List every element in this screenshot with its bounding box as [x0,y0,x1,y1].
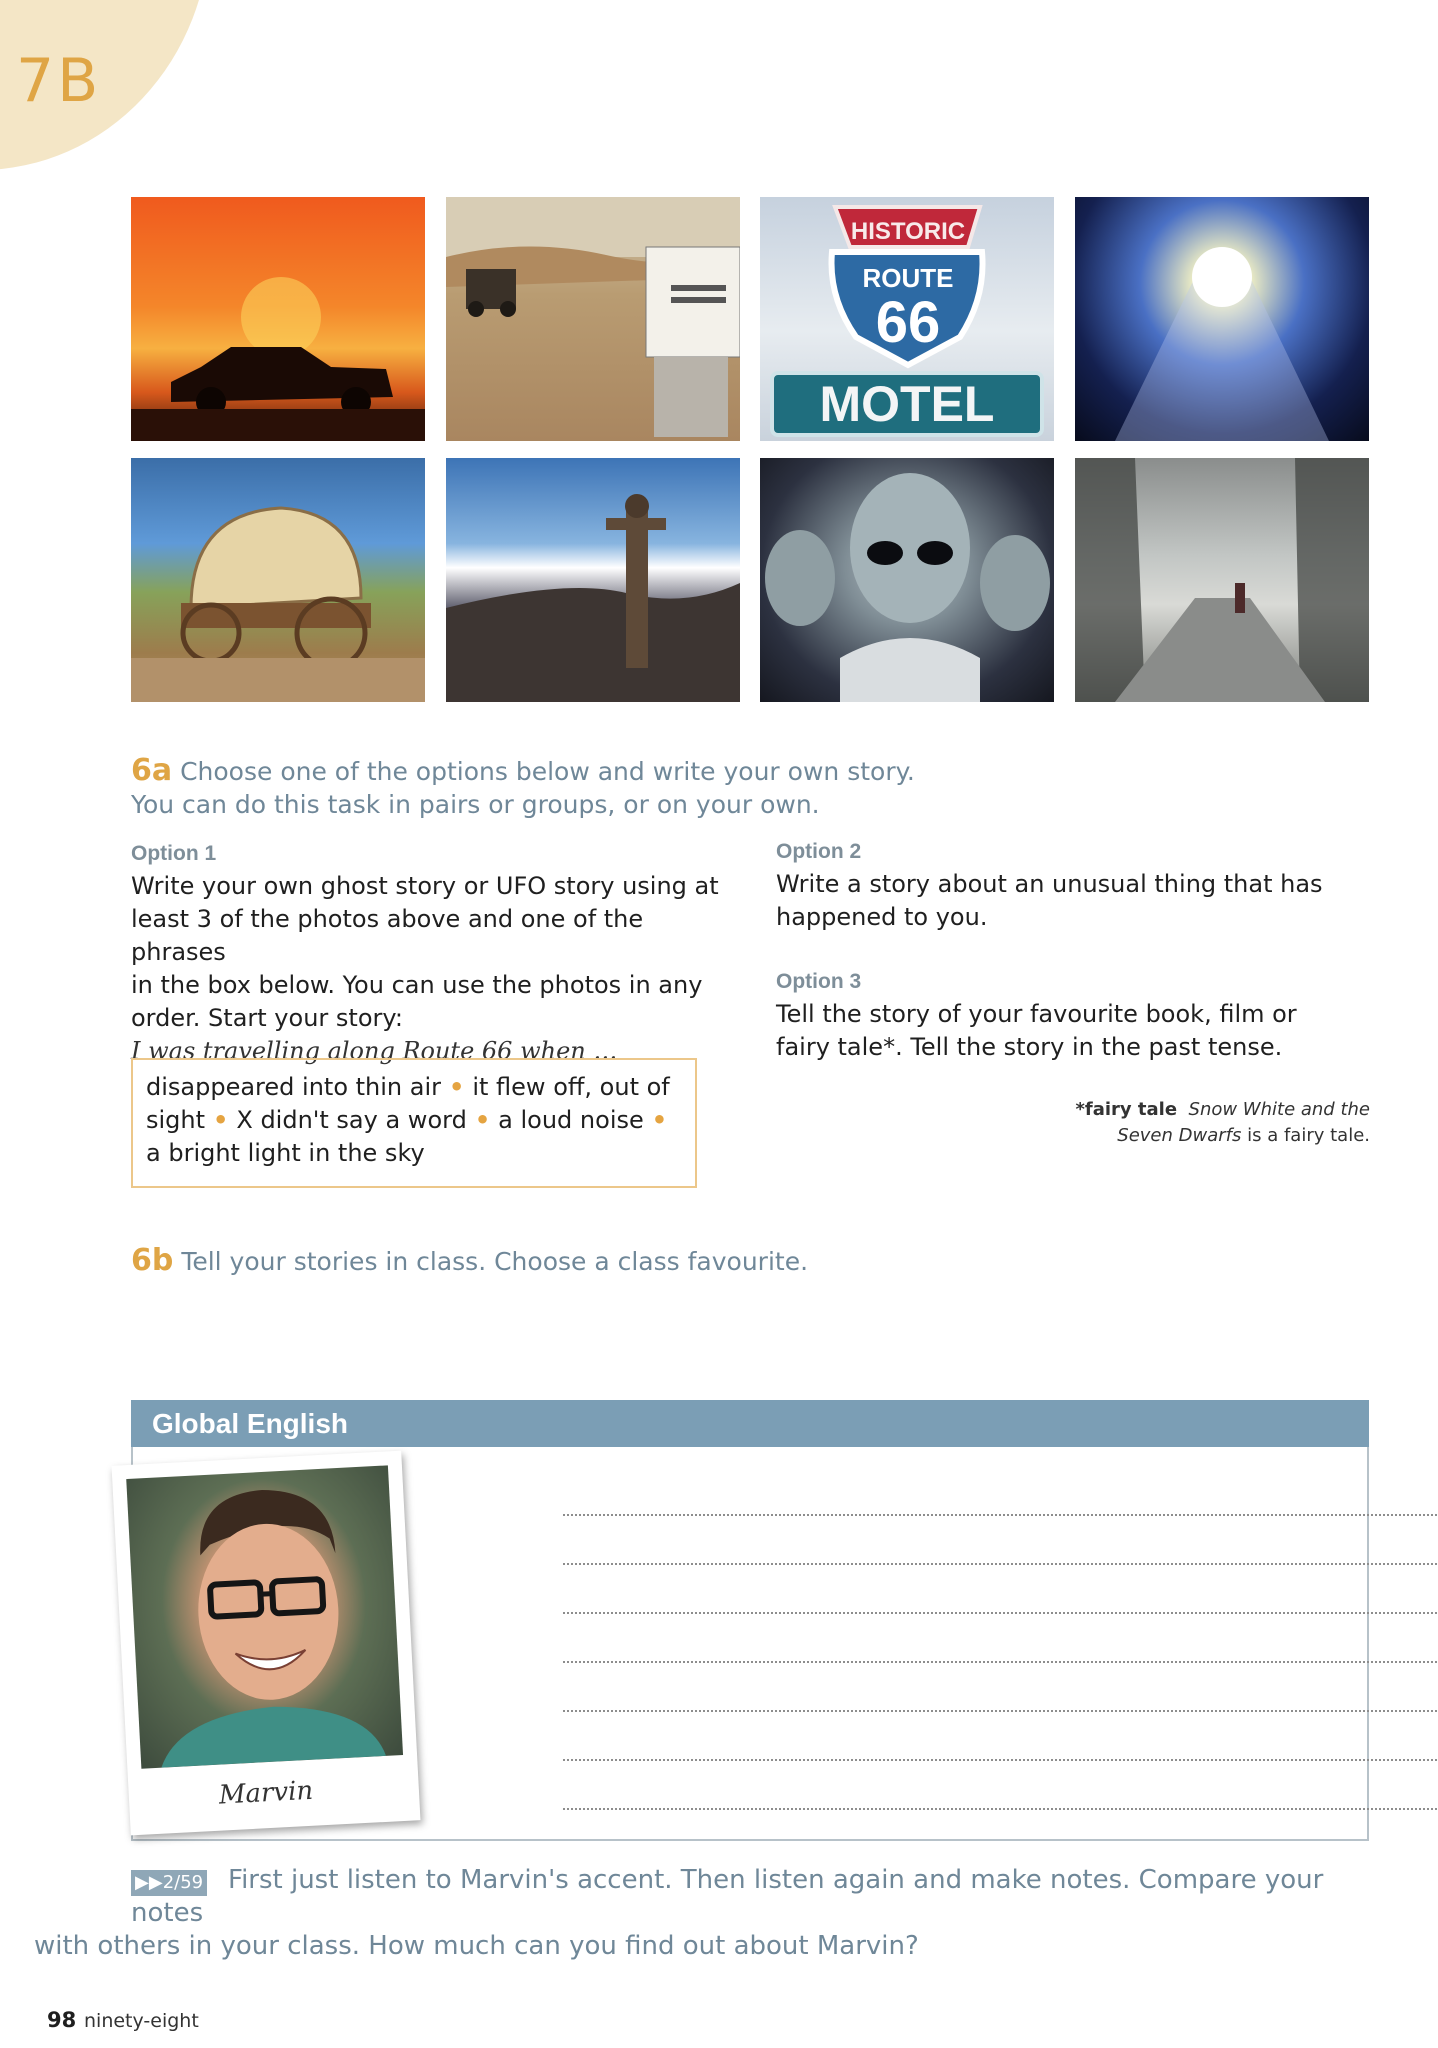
bullet-icon: • [651,1106,668,1134]
marvin-portrait [126,1465,403,1768]
task-6b [131,1244,1231,1278]
task-6a-line1: Choose one of the options below and write your own story. [180,757,915,786]
phrase: X didn't say a word [236,1106,467,1134]
sunset-car-photo [131,197,425,441]
footnote-title: Snow White and the [1188,1099,1370,1120]
footnote [900,1097,1370,1149]
story-starter: I was travelling along Route 66 when … [131,1037,618,1065]
phrase: it flew off, out of [472,1073,670,1101]
task-6b-number: 6b [131,1243,174,1278]
sign-route-text: ROUTE [862,263,954,293]
option-3-line: Tell the story of your favourite book, film or [776,1000,1297,1028]
task-6a [131,754,1231,821]
note-line [563,1710,1438,1712]
note-line [563,1612,1438,1614]
option-1-label: Option 1 [131,842,217,865]
play-icon: ▶▶ [135,1872,163,1893]
statue-desert-photo [446,458,740,702]
note-line [563,1759,1438,1761]
option-1-line: Write your own ghost story or UFO story using at [131,872,719,900]
listening-line1: First just listen to Marvin's accent. Then listen again and make notes. Compare your notes [131,1865,1324,1928]
bullet-icon: • [213,1106,229,1134]
aliens-photo [760,458,1054,702]
page-number-words: ninety-eight [84,2010,199,2032]
sign-66-text: 66 [875,290,941,355]
option-1-line: least 3 of the photos above and one of the phrases [131,905,644,966]
listening-line2: with others in your class. How much can you find out about Marvin? [34,1931,919,1961]
task-6b-text: Tell your stories in class. Choose a class favourite. [181,1247,809,1276]
note-line [563,1808,1438,1810]
option-1-text [131,870,731,1035]
page-number: 98 [47,2008,77,2032]
option-3-line: fairy tale*. Tell the story in the past tense. [776,1033,1283,1061]
task-6a-number: 6a [131,753,173,788]
bullet-icon: • [474,1106,491,1134]
option-3 [776,970,1376,1064]
bright-light-photo [1075,197,1369,441]
phrase: a bright light in the sky [146,1139,425,1167]
option-2-text [776,868,1376,934]
option-1-line: order. Start your story: [131,1004,403,1032]
footnote-text: is a fairy tale. [1247,1125,1370,1146]
footnote-title: Seven Dwarfs [1117,1125,1242,1146]
note-line [563,1563,1438,1565]
unit-label: 7B [16,46,102,116]
marvin-name: Marvin [218,1775,314,1811]
phrase: a loud noise [498,1106,644,1134]
covered-wagon-photo [131,458,425,702]
note-line [563,1514,1438,1516]
bullet-icon: • [449,1073,465,1101]
option-1-line: in the box below. You can use the photos in any [131,971,703,999]
footnote-term: *fairy tale [1075,1099,1178,1120]
phrase: disappeared into thin air [146,1073,441,1101]
phrase-box [131,1058,697,1188]
route-66-motel-sign-photo [760,197,1054,441]
sign-motel-text: MOTEL [819,376,995,432]
note-line [563,1661,1438,1663]
phrase: sight [146,1106,206,1134]
desert-gas-pump-photo [446,197,740,441]
option-2-label: Option 2 [776,840,862,863]
sign-historic-text: HISTORIC [850,218,966,245]
option-3-text [776,998,1376,1064]
option-2-line: Write a story about an unusual thing that has [776,870,1323,898]
track-number: 2/59 [162,1872,204,1893]
global-english-title: Global English [152,1408,349,1439]
option-1 [131,842,731,1065]
marvin-polaroid [112,1451,421,1836]
option-2-line: happened to you. [776,903,988,931]
foggy-road-photo [1075,458,1369,702]
option-3-label: Option 3 [776,970,862,993]
task-6a-line2: You can do this task in pairs or groups, or on your own. [131,790,820,819]
option-2 [776,840,1376,934]
listening-task [34,1864,1331,1963]
